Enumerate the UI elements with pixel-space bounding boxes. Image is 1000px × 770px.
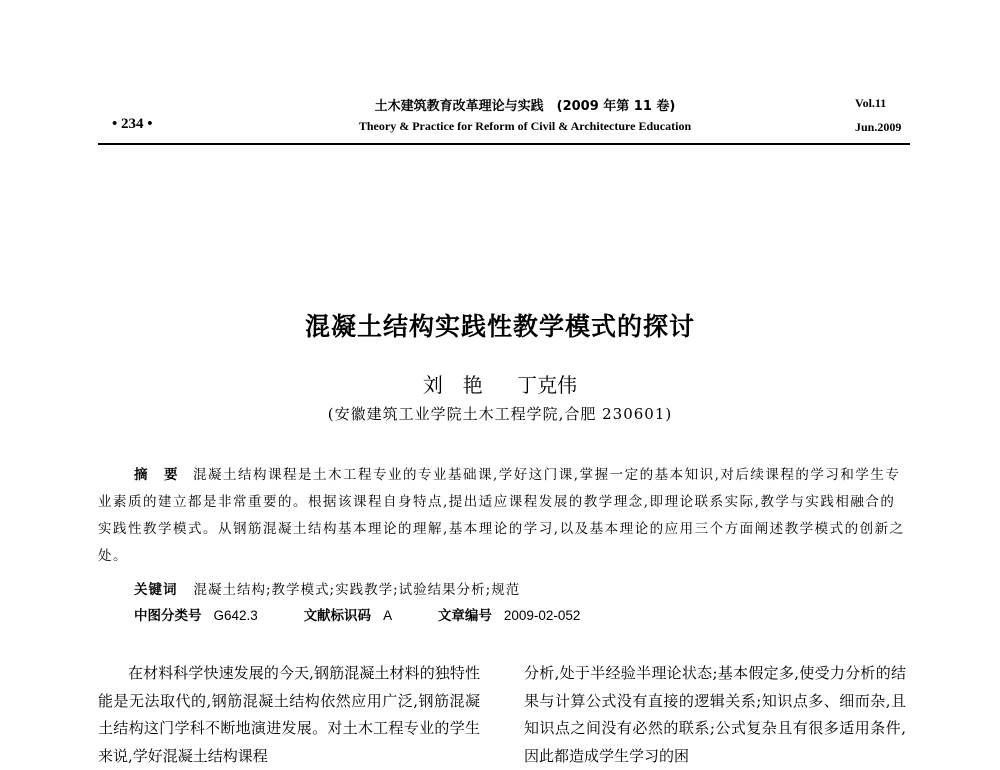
- classification-label: 中图分类号: [134, 608, 202, 624]
- classification-line: [134, 604, 622, 624]
- author-affiliation: (安徽建筑工业学院土木工程学院,合肥 230601): [327, 405, 673, 423]
- abstract-block: [98, 462, 910, 570]
- keywords-text: 混凝土结构;教学模式;实践教学;试验结果分析;规范: [193, 582, 521, 598]
- article-number-label: 文章编号: [437, 608, 492, 624]
- author-name: 刘 艳: [422, 373, 483, 397]
- author-list: [100, 369, 900, 398]
- article-title: 混凝土结构实践性教学模式的探讨: [304, 312, 695, 341]
- abstract-label: 摘 要: [134, 467, 179, 483]
- header-rule: [98, 143, 910, 145]
- body-column-right: 分析,处于半经验半理论状态;基本假定多,使受力分析的结果与计算公式没有直接的逻辑关系;知识点多、细而杂,且知识点之间没有必然的联系;公式复杂且有很多适用条件,因此都造成学生学习的困: [524, 664, 906, 765]
- keywords-line: [134, 578, 520, 598]
- classification-value: G642.3: [213, 608, 258, 623]
- issue-date: Jun.2009: [855, 120, 902, 134]
- page-number: • 234 •: [112, 116, 153, 132]
- document-code-value: A: [383, 608, 393, 623]
- author-name: 丁克伟: [517, 373, 578, 397]
- body-column-left: 在材料科学快速发展的今天,钢筋混凝土材料的独特性能是无法取代的,钢筋混凝土结构依然应用广泛,钢筋混凝土结构这门学科不断地演进发展。对土木工程专业的学生来说,学好混凝土结构课程: [98, 664, 480, 765]
- volume-label: Vol.11: [855, 96, 887, 110]
- keywords-label: 关键词: [134, 582, 178, 598]
- article-number-value: 2009-02-052: [503, 608, 581, 623]
- journal-title-en: Theory & Practice for Reform of Civil & Architecture Education: [358, 119, 692, 133]
- document-code-label: 文献标识码: [303, 608, 372, 624]
- abstract-text: 混凝土结构课程是土木工程专业的专业基础课,学好这门课,掌握一定的基本知识,对后续课程的学习和学生专业素质的建立都是非常重要的。根据该课程自身特点,提出适应课程发展的教学理念,即理论联系实际,教学与实践相融合的实践性教学模式。从钢筋混凝土结构基本理论的理解,基本理论的学习,以及基本理论的应用三个方面阐述教学模式的创新之处。: [98, 467, 905, 564]
- journal-title-cn: 土木建筑教育改革理论与实践 (2009 年第 11 卷): [374, 99, 676, 114]
